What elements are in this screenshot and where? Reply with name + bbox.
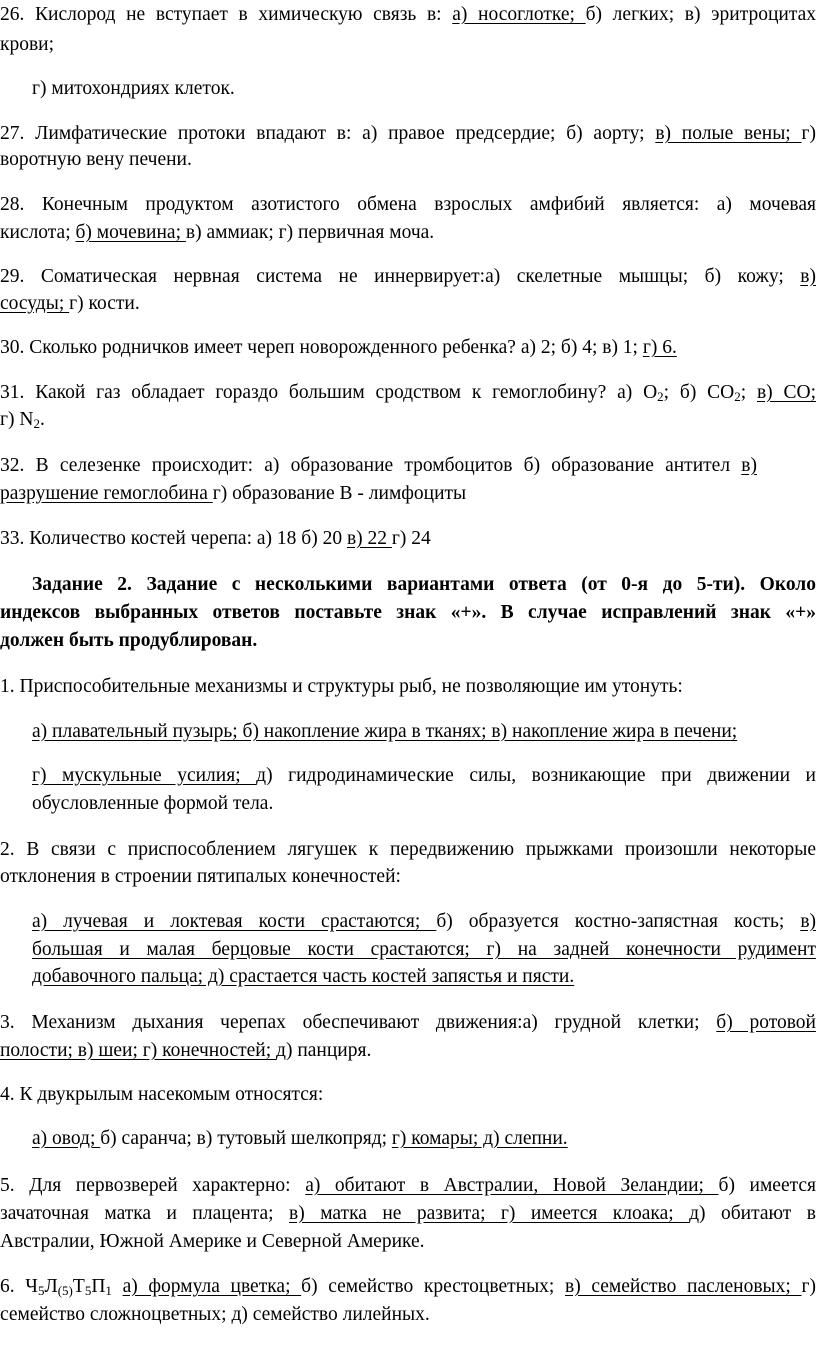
q29-answer-v-cont: сосуды; — [0, 293, 70, 314]
t6-formula-part: Т — [72, 1276, 85, 1297]
q29-answer-v: в) — [800, 266, 816, 287]
t3-answers-cont: полости; в) шеи; г) конечностей; — [0, 1040, 277, 1061]
t4-answer-a: а) овод; — [32, 1128, 101, 1149]
t5-option-d: д) обитают в — [689, 1203, 816, 1224]
t6-formula-sub: 5 — [37, 1283, 45, 1298]
q33-rest: г) 24 — [391, 528, 431, 549]
t6-line2: семейство сложноцветных; д) семейство лилейных. — [0, 1304, 430, 1325]
t2-answers-line3: добавочного пальца; д) срастается часть костей запястья и пясти. — [32, 966, 575, 987]
q32-line2 — [0, 481, 466, 507]
t5-line3: Австралии, Южной Америке и Северной Америке. — [0, 1231, 425, 1252]
t3-answer-b: б) ротовой — [716, 1012, 816, 1033]
t2-option-b: б) образуется костно-запястная кость; — [436, 911, 801, 932]
t6-number: 6. — [0, 1276, 26, 1297]
q28-rest: в) аммиак; г) первичная моча. — [185, 222, 435, 243]
t1-line3 — [32, 763, 816, 789]
q27-line2: воротную вену печени. — [0, 149, 192, 170]
q31-text-mid: ; б) СО — [663, 382, 735, 403]
t6-formula-part: Л — [44, 1276, 58, 1297]
q26-answer-a: а) носоглотке; — [452, 4, 586, 25]
t5-text: 5. Для первозверей характерно: — [0, 1175, 306, 1196]
q29-text: 29. Соматическая нервная система не иннервирует:а) скелетные мышцы; б) кожу; — [0, 266, 801, 287]
q31-sub: 2 — [657, 389, 664, 404]
q33-answer-v: в) 22 — [346, 528, 392, 549]
t2-answers-line2: большая и малая берцовые кости срастаются; г) на задней конечности рудимент — [32, 939, 816, 960]
task2-heading-line2: индексов выбранных ответов поставьте знак «+». В случае исправлений знак «+» — [0, 602, 816, 623]
t4-question: 4. К двукрылым насекомым относятся: — [0, 1084, 324, 1105]
t6-formula-sub: (5) — [57, 1283, 73, 1298]
q33-line — [0, 526, 431, 552]
t3-line1 — [0, 1010, 816, 1036]
q26-line2: крови; — [0, 34, 55, 55]
q29-rest: г) кости. — [69, 293, 140, 314]
t1-answer-g: г) мускульные усилия; — [32, 765, 257, 786]
q31-sep: ; — [740, 382, 757, 403]
q30-text: 30. Сколько родничков имеет череп новорожденного ребенка? а) 2; б) 4; в) 1; — [0, 337, 643, 358]
q32-answer-v: в) — [741, 455, 757, 476]
q27-text: 27. Лимфатические протоки впадают в: а) правое предсердие; б) аорту; — [0, 123, 656, 144]
q27-answer-v: в) полые вены; — [655, 123, 802, 144]
t5-line1 — [0, 1173, 816, 1199]
t5-answer-vg: в) матка не развита; г) имеется клоака; — [289, 1203, 690, 1224]
q26-line1 — [0, 2, 816, 28]
t2-answers-line1 — [32, 909, 816, 935]
t6-answer-v: в) семейство пасленовых; — [565, 1276, 802, 1297]
t6-option-g: г) — [801, 1276, 816, 1297]
t3-text: 3. Механизм дыхания черепах обеспечивают движения:а) грудной клетки; — [0, 1012, 717, 1033]
q26-text: 26. Кислород не вступает в химическую связь в: — [0, 4, 453, 25]
t3-option-d: д) панциря. — [276, 1040, 372, 1061]
t2-answer-a: а) лучевая и локтевая кости срастаются; — [32, 911, 437, 932]
q31-sub: 2 — [33, 416, 40, 431]
q31-line2 — [0, 407, 45, 433]
t5-option-b: б) имеется — [718, 1175, 816, 1196]
q32-answer-v-cont: разрушение гемоглобина — [0, 483, 213, 504]
t3-line2 — [0, 1038, 371, 1064]
t4-answer-gd: г) комары; д) слепни. — [391, 1128, 568, 1149]
q32-line1 — [0, 453, 757, 479]
t6-line1 — [0, 1274, 816, 1300]
t1-option-d-cont: обусловленные формой тела. — [32, 793, 274, 814]
t5-option-b-cont: зачаточная матка и плацента; — [0, 1203, 290, 1224]
task2-heading-line1: Задание 2. Задание с несколькими вариантами ответа (от 0-я до 5-ти). Около — [32, 574, 816, 595]
q29-line2 — [0, 291, 140, 317]
q30-answer-g: г) 6. — [642, 337, 677, 358]
q31-text: 31. Какой газ обладает гораздо большим сродством к гемоглобину? а) О — [0, 382, 658, 403]
q27-option-g: г) — [801, 123, 816, 144]
q33-text: 33. Количество костей черепа: а) 18 б) 20 — [0, 528, 347, 549]
q28-line1: 28. Конечным продуктом азотистого обмена взрослых амфибий является: а) мочевая — [0, 194, 816, 215]
t5-answer-a: а) обитают в Австралии, Новой Зеландии; — [305, 1175, 719, 1196]
q30-line — [0, 335, 677, 361]
t1-answers-abv: а) плавательный пузырь; б) накопление жира в тканях; в) накопление жира в печени; — [32, 721, 738, 742]
t4-options-bv: б) саранча; в) тутовый шелкопряд; — [100, 1128, 392, 1149]
t1-question: 1. Приспособительные механизмы и структуры рыб, не позволяющие им утонуть: — [0, 676, 683, 697]
t1-option-d: д) гидродинамические силы, возникающие при движении и — [256, 765, 816, 786]
t2-answer-v: в) — [800, 911, 816, 932]
q31-sub: 2 — [734, 389, 741, 404]
t6-formula-sub: 5 — [84, 1283, 92, 1298]
t6-formula-part: П — [91, 1276, 106, 1297]
t6-formula-part: Ч — [25, 1276, 38, 1297]
q26-text-b: б) легких; в) эритроцитах — [585, 4, 816, 25]
t6-flower-formula — [25, 1276, 112, 1297]
q29-line1 — [0, 264, 816, 290]
t6-option-b: б) семейство крестоцветных; — [301, 1276, 566, 1297]
q27-line1 — [0, 121, 816, 147]
q26-option-d: г) митохондриях клеток. — [32, 78, 235, 99]
q32-text: 32. В селезенке происходит: а) образование тромбоцитов б) образование антител — [0, 455, 742, 476]
t2-question-line1: 2. В связи с приспособлением лягушек к передвижению прыжками произошли некоторые — [0, 839, 816, 860]
q31-end: . — [39, 409, 45, 430]
q28-text: кислота; — [0, 222, 76, 243]
t6-formula-sub: 1 — [105, 1283, 112, 1298]
q31-line1 — [0, 380, 816, 406]
q31-answer-v: в) СО; — [756, 382, 816, 403]
t6-answer-a: а) формула цветка; — [122, 1276, 302, 1297]
q31-option-g: г) N — [0, 409, 34, 430]
t4-answers — [32, 1126, 568, 1152]
q28-answer-b: б) мочевина; — [75, 222, 186, 243]
q32-rest: г) образование В - лимфоциты — [212, 483, 467, 504]
t2-question-line2: отклонения в строении пятипалых конечностей: — [0, 866, 401, 887]
t5-line2 — [0, 1201, 816, 1227]
q28-line2 — [0, 220, 434, 246]
task2-heading-line3: должен быть продублирован. — [0, 630, 258, 651]
